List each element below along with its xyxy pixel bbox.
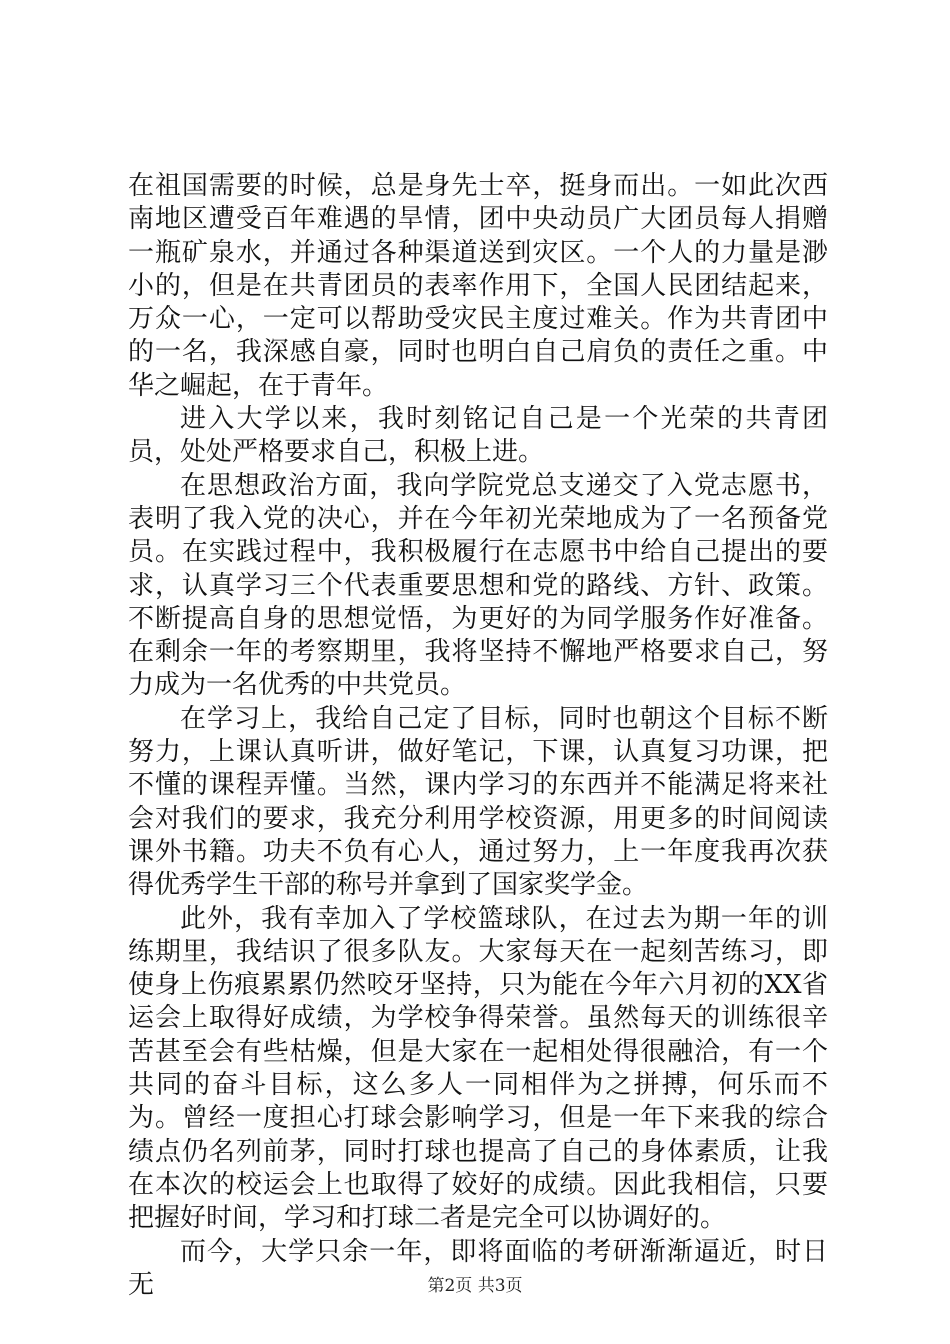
paragraph-continuation: 在祖国需要的时候，总是身先士卒，挺身而出。一如此次西南地区遭受百年难遇的旱情，团中央动员广大团员每人捐赠一瓶矿泉水，并通过各种渠道送到灾区。一个人的力量是渺小的，但是在共青团员的表率作用下，全国人民团结起来，万众一心，一定可以帮助受灾民主度过难关。作为共青团中的一名，我深感自豪，同时也明白自己肩负的责任之重。中华之崛起，在于青年。 (128, 171, 828, 401)
paragraph-political: 在思想政治方面，我向学院党总支递交了入党志愿书，表明了我入党的决心，并在今年初光荣地成为了一名预备党员。在实践过程中，我积极履行在志愿书中给自己提出的要求，认真学习三个代表重要思想和党的路线、方针、政策。不断提高自身的思想觉悟，为更好的为同学服务作好准备。在剩余一年的考察期里，我将坚持不懈地严格要求自己，努力成为一名优秀的中共党员。 (128, 470, 828, 701)
paragraph-university: 进入大学以来，我时刻铭记自己是一个光荣的共青团员，处处严格要求自己，积极上进。 (128, 404, 828, 468)
paragraph-final-year: 而今，大学只余一年，即将面临的考研渐渐逼近，时日无 (128, 1236, 828, 1300)
document-body (128, 170, 828, 1302)
paragraph-basketball: 此外，我有幸加入了学校篮球队，在过去为期一年的训练期里，我结识了很多队友。大家每天在一起刻苦练习，即使身上伤痕累累仍然咬牙坚持，只为能在今年六月初的XX省运会上取得好成绩，为学校争得荣誉。虽然每天的训练很辛苦甚至会有些枯燥，但是大家在一起相处得很融洽，有一个共同的奋斗目标，这么多人一同相伴为之拼搏，何乐而不为。曾经一度担心打球会影响学习，但是一年下来我的综合绩点仍名列前茅，同时打球也提高了自己的身体素质，让我在本次的校运会上也取得了姣好的成绩。因此我相信，只要把握好时间，学习和打球二者是完全可以协调好的。 (128, 903, 828, 1234)
page-number-footer: 第2页 共3页 (427, 1276, 523, 1296)
paragraph-study: 在学习上，我给自己定了目标，同时也朝这个目标不断努力，上课认真听讲，做好笔记，下课，认真复习功课，把不懂的课程弄懂。当然，课内学习的东西并不能满足将来社会对我们的要求，我充分利用学校资源，用更多的时间阅读课外书籍。功夫不负有心人，通过努力，上一年度我再次获得优秀学生干部的称号并拿到了国家奖学金。 (128, 703, 828, 901)
